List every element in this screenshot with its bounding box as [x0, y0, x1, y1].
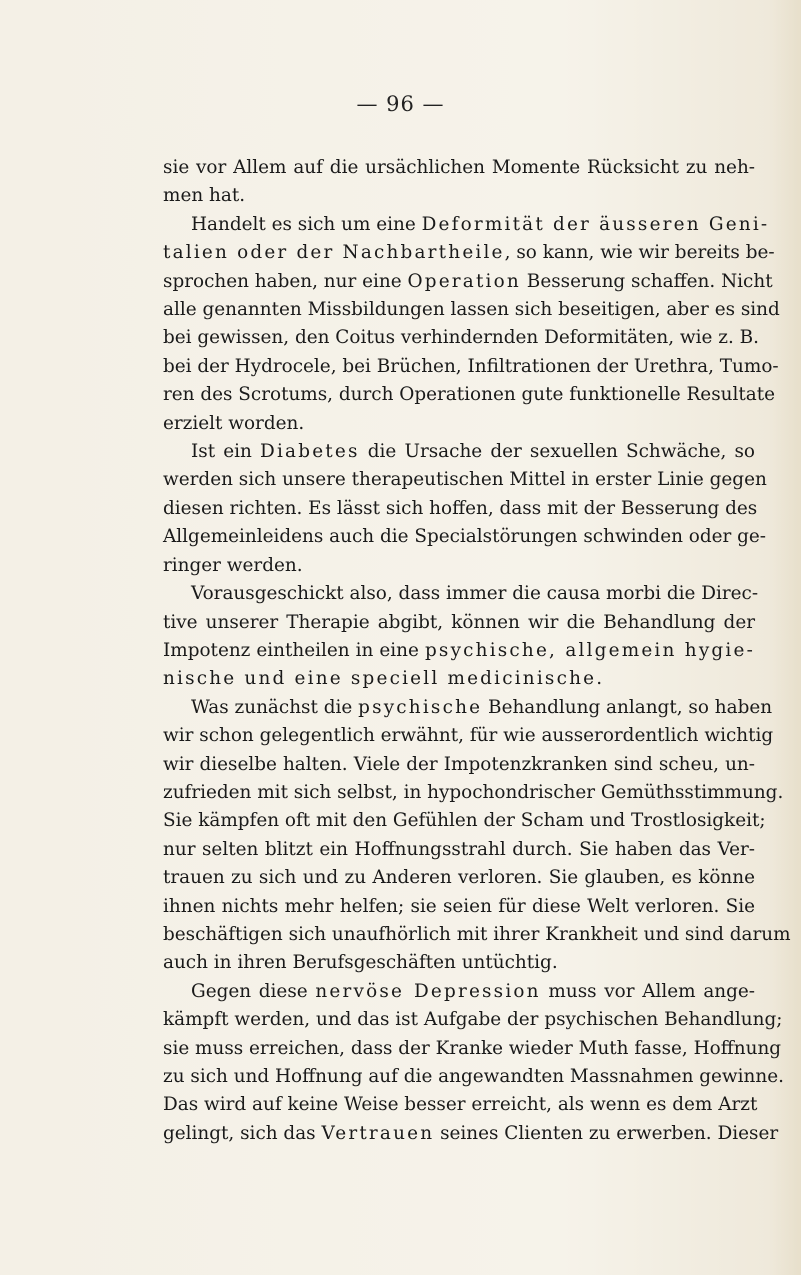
text-line: ringer werden. — [163, 554, 303, 576]
text-run: die Ursache der sexuellen Schwäche, so — [359, 441, 755, 463]
text-line: tive unserer Therapie abgibt, können wir die Behandlung der — [163, 611, 755, 633]
text-line: bei gewissen, den Coitus verhindernden Deformitäten, wie z. B. — [163, 327, 759, 349]
emphasized-text: Deformität der äusseren Geni- — [421, 213, 770, 235]
text-line: ren des Scrotums, durch Operationen gute funktionelle Resultate — [163, 384, 775, 406]
text-line: alle genannten Missbildungen lassen sich beseitigen, aber es sind — [163, 299, 780, 321]
text-run: muss vor Allem ange- — [540, 980, 755, 1002]
text-run: . — [596, 668, 603, 690]
text-line — [163, 665, 755, 693]
text-line: bei der Hydrocele, bei Brüchen, Infiltrationen der Urethra, Tumo- — [163, 355, 779, 377]
text-line: Allgemeinleidens auch die Specialstörungen schwinden oder ge- — [163, 526, 767, 548]
emphasized-text: talien oder der Nachbartheile — [163, 242, 505, 264]
emphasized-text: Diabetes — [260, 441, 360, 463]
text-line — [163, 239, 775, 267]
text-line — [163, 268, 773, 296]
text-run: sprochen haben, nur eine — [163, 270, 408, 292]
text-run: , so kann, wie wir bereits be- — [504, 242, 775, 264]
text-run: gelingt, sich das — [163, 1122, 322, 1144]
text-line: nur selten blitzt ein Hoffnungsstrahl durch. Sie haben das Ver- — [163, 838, 755, 860]
text-run: Handelt es sich um eine — [191, 213, 422, 235]
emphasized-text: psychische — [358, 696, 483, 718]
text-line: werden sich unsere therapeutischen Mittel in erster Linie gegen — [163, 469, 767, 491]
text-line: zu sich und Hoffnung auf die angewandten Massnahmen gewinne. — [163, 1066, 784, 1087]
text-line: zufrieden mit sich selbst, in hypochondrischer Gemüthsstimmung. — [163, 781, 784, 803]
text-run: Ist ein — [191, 441, 261, 463]
text-line: trauen zu sich und zu Anderen verloren. Sie glauben, es könne — [163, 867, 755, 889]
text-line — [163, 978, 755, 1006]
body-text — [163, 154, 791, 1148]
text-run: seines Clienten zu erwerben. Dieser — [434, 1122, 779, 1144]
text-line: sie vor Allem auf die ursächlichen Momente Rücksicht zu neh- — [163, 157, 755, 178]
emphasized-text: Operation — [407, 270, 521, 292]
text-line: ihnen nichts mehr helfen; sie seien für diese Welt verloren. Sie — [163, 895, 755, 917]
text-line: kämpft werden, und das ist Aufgabe der psychischen Behandlung; — [163, 1009, 783, 1031]
text-run: Was zunächst die — [191, 696, 359, 718]
text-run: Behandlung anlangt, so haben — [482, 696, 773, 718]
text-line: Vorausgeschickt also, dass immer die causa morbi die Direc- — [191, 583, 759, 605]
text-line: wir schon gelegentlich erwähnt, für wie ausserordentlich wichtig — [163, 725, 774, 747]
emphasized-text: Vertrauen — [321, 1122, 435, 1144]
text-line — [163, 211, 770, 239]
text-line — [163, 694, 773, 722]
text-run: Impotenz eintheilen in eine — [163, 639, 425, 661]
text-line: diesen richten. Es lässt sich hoffen, dass mit der Besserung des — [163, 497, 758, 519]
emphasized-text: nische und eine speciell medicinische — [163, 668, 597, 690]
text-line: Sie kämpfen oft mit den Gefühlen der Scham und Trostlosigkeit; — [163, 810, 766, 832]
emphasized-text: nervöse Depression — [315, 980, 541, 1002]
text-run: Gegen diese — [191, 980, 316, 1002]
text-line: auch in ihren Berufsgeschäften untüchtig. — [163, 952, 558, 974]
page-number: — 96 — — [356, 92, 445, 116]
text-line — [163, 1120, 779, 1148]
emphasized-text: psychische, allgemein hygie- — [424, 639, 755, 661]
text-line — [163, 438, 755, 466]
text-line: Das wird auf keine Weise besser erreicht, als wenn es dem Arzt — [163, 1094, 758, 1116]
text-line — [163, 637, 755, 665]
text-line: sie muss erreichen, dass der Kranke wieder Muth fasse, Hoffnung — [163, 1037, 782, 1059]
text-run: Besserung schaffen. Nicht — [520, 270, 773, 292]
text-line: wir dieselbe halten. Viele der Impotenzkranken sind scheu, un- — [163, 753, 755, 775]
text-line: beschäftigen sich unaufhörlich mit ihrer Krankheit und sind darum — [163, 923, 791, 945]
text-line: erzielt worden. — [163, 412, 305, 434]
text-line: men hat. — [163, 185, 246, 207]
